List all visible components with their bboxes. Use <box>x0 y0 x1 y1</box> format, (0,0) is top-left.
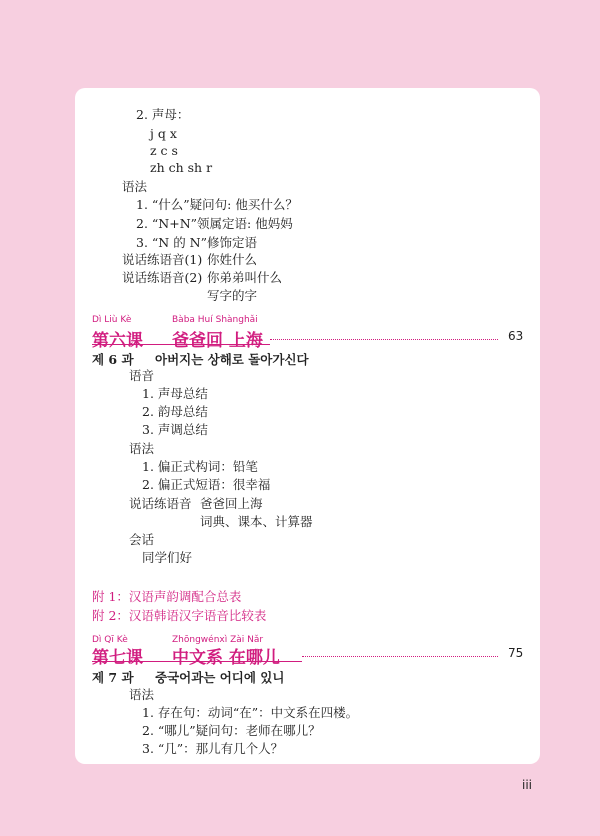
lesson-title[interactable]: 中文系 在哪儿 <box>172 648 280 668</box>
phonetics-item: 2. 韵母总结 <box>142 404 208 419</box>
grammar-item: 1. “什么”疑问句: 他买什么？ <box>136 197 298 212</box>
grammar-item: 2. “N+N”领属定语: 他妈妈 <box>136 216 293 231</box>
conversation-text: 同学们好 <box>142 550 193 565</box>
shengmu-row: j q x <box>150 126 177 141</box>
appendix-link[interactable]: 附 2：汉语韩语汉字语音比较表 <box>92 608 267 623</box>
speech-text: 写字的字 <box>207 288 258 303</box>
lesson-title[interactable]: 爸爸回 上海 <box>172 331 263 351</box>
korean-lesson-number: 제 7 과 <box>92 670 134 685</box>
toc-leader <box>270 339 498 340</box>
lesson-number: 第七课 <box>92 648 143 668</box>
page-number-roman: iii <box>522 778 533 792</box>
grammar-item: 3. “N 的 N”修饰定语 <box>136 235 258 250</box>
page-number: 63 <box>508 329 524 343</box>
speech-label: 说话练语音(1) <box>122 252 203 267</box>
shengmu-row: zh ch sh r <box>150 160 213 175</box>
phonetics-item: 3. 声调总结 <box>142 422 208 437</box>
lesson-title-pinyin: Zhōngwénxì Zài Nǎr <box>172 635 264 645</box>
speech-text: 词典、课本、计算器 <box>200 514 313 529</box>
korean-lesson-number: 제 6 과 <box>92 352 134 367</box>
grammar-item: 1. 偏正式构词：铅笔 <box>142 459 258 474</box>
grammar-heading: 语法 <box>122 179 148 194</box>
toc-leader <box>302 656 498 657</box>
title-underline <box>92 344 270 345</box>
grammar-heading: 语法 <box>129 687 155 702</box>
speech-label: 说话练语音 <box>129 496 192 511</box>
grammar-heading: 语法 <box>129 441 155 456</box>
page-number: 75 <box>508 646 524 660</box>
speech-text: 爸爸回上海 <box>200 496 263 511</box>
title-underline <box>92 661 302 662</box>
lesson-pinyin: Dì Liù Kè <box>92 315 132 325</box>
speech-label: 说话练语音(2) <box>122 270 203 285</box>
speech-text: 你弟弟叫什么 <box>207 270 283 285</box>
appendix-link[interactable]: 附 1：汉语声韵调配合总表 <box>92 589 242 604</box>
lesson-pinyin: Dì Qī Kè <box>92 635 128 645</box>
shengmu-row: z c s <box>150 143 178 158</box>
phonetics-item: 1. 声母总结 <box>142 386 208 401</box>
korean-lesson-title: 아버지는 상해로 돌아가신다 <box>155 352 309 367</box>
lesson-title-pinyin: Bàba Huí Shànghǎi <box>172 315 258 325</box>
lesson-number: 第六课 <box>92 331 143 351</box>
grammar-item: 2. 偏正式短语：很幸福 <box>142 477 271 492</box>
grammar-item: 3. “几”：那儿有几个人？ <box>142 741 284 756</box>
phonetics-heading: 语音 <box>129 368 155 383</box>
grammar-item: 2. “哪儿”疑问句：老师在哪儿？ <box>142 723 321 738</box>
shengmu-heading: 2. 声母： <box>136 107 190 122</box>
grammar-item: 1. 存在句：动词“在”：中文系在四楼。 <box>142 705 359 720</box>
conversation-heading: 会话 <box>129 532 155 547</box>
speech-text: 你姓什么 <box>207 252 258 267</box>
korean-lesson-title: 중국어과는 어디에 있니 <box>155 670 285 685</box>
